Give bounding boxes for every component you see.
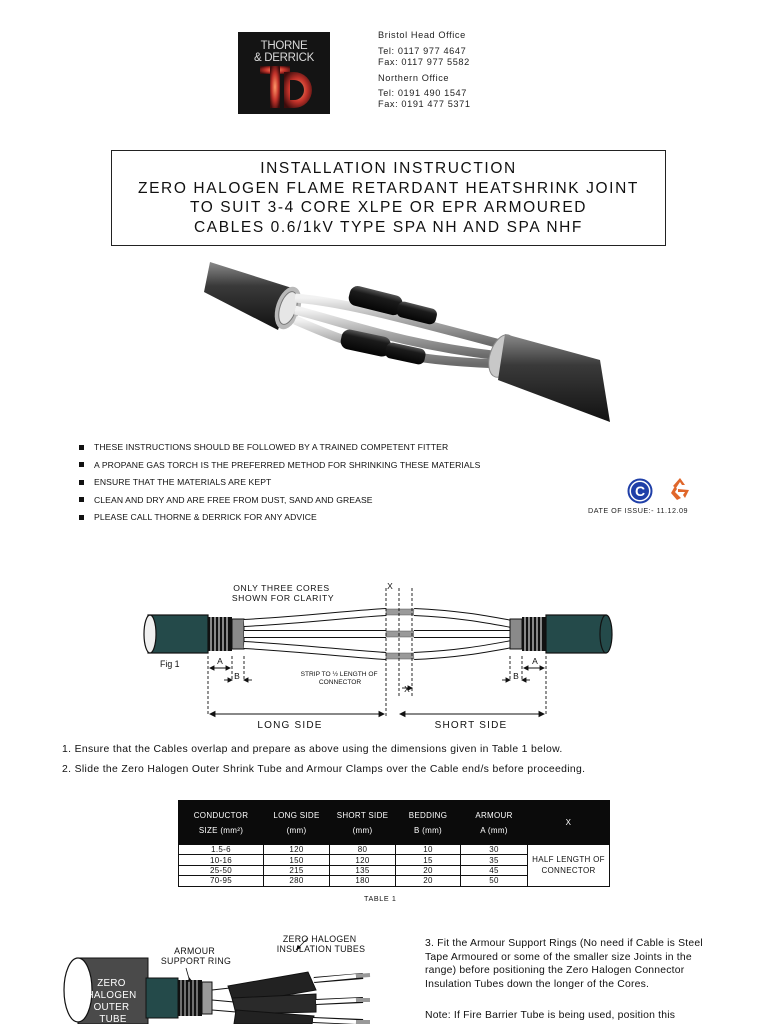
- header-bedding: BEDDING B (mm): [396, 801, 461, 845]
- bullet-text: CLEAN AND DRY AND ARE FREE FROM DUST, SAND AND GREASE: [94, 494, 373, 505]
- bullet-square-icon: [79, 480, 84, 485]
- northern-fax: Fax: 0191 477 5371: [378, 99, 471, 109]
- fig1-long-side-label: LONG SIDE: [257, 720, 323, 731]
- table-cell: 45: [461, 865, 528, 875]
- bullet-square-icon: [79, 515, 84, 520]
- table-cell: 120: [330, 855, 396, 865]
- table-cell: 20: [396, 876, 461, 886]
- table-cell: 35: [461, 855, 528, 865]
- company-logo: [238, 32, 330, 114]
- fig1-a-label-left: A: [217, 656, 223, 666]
- table-cell: 20: [396, 865, 461, 875]
- header-armour: ARMOUR A (mm): [461, 801, 528, 845]
- bullet-item: [78, 475, 578, 493]
- step-1-text: 1. Ensure that the Cables overlap and prepare as above using the dimensions given in Table 1 below.: [62, 744, 563, 755]
- logo-text-line2: & DERRICK: [254, 52, 314, 64]
- table-cell: 10-16: [179, 855, 264, 865]
- bullet-square-icon: [79, 497, 84, 502]
- fig1-b-label-left: B: [234, 671, 240, 681]
- fig2-insulation-tubes-diagram: [58, 930, 398, 1024]
- bristol-office-label: Bristol Head Office: [378, 30, 466, 40]
- recycle-icon: [667, 476, 693, 502]
- copyright-icon: [627, 478, 653, 504]
- table-cell: 180: [330, 876, 396, 886]
- table-1-dimensions: [178, 800, 610, 887]
- bullet-item: [78, 493, 578, 511]
- header-x: X: [528, 801, 610, 845]
- fig1-x-label-bottom: X: [404, 684, 410, 694]
- title-line-3: TO SUIT 3-4 CORE XLPE OR EPR ARMOURED: [189, 199, 588, 216]
- title-line-2: ZERO HALOGEN FLAME RETARDANT HEATSHRINK JOINT: [138, 179, 639, 197]
- fig1-label: Fig 1: [160, 659, 180, 669]
- header-long-side: LONG SIDE (mm): [264, 801, 330, 845]
- fig2-armour-ring-label: ARMOUR SUPPORT RING: [160, 946, 232, 966]
- fig1-b-label-right: B: [513, 671, 519, 681]
- table-cell: 1.5-6: [179, 845, 264, 855]
- table-row: [179, 845, 610, 855]
- northern-office-label: Northern Office: [378, 73, 450, 83]
- title-box: [111, 150, 666, 246]
- table-cell: 215: [264, 865, 330, 875]
- fig2-outer-tube-label: ZERO HALOGEN OUTER TUBE: [86, 978, 137, 1024]
- header-short-side: SHORT SIDE (mm): [330, 801, 396, 845]
- fig1-cable-preparation-diagram: [140, 576, 620, 736]
- table-cell: 70-95: [179, 876, 264, 886]
- step-3-note: Note: If Fire Barrier Tube is being used, position this: [425, 1010, 676, 1021]
- fig1-strip-note: STRIP TO ½ LENGTH OF CONNECTOR: [300, 671, 378, 686]
- fig1-short-side-label: SHORT SIDE: [434, 720, 508, 731]
- step-3-text: 3. Fit the Armour Support Rings (No need if Cable is Steel Tape Armoured or some of the smaller size Joints in the range) before positioning the Zero Halogen Connector Insulation Tubes down the longer of the Cores.: [425, 938, 703, 990]
- table-cell: 15: [396, 855, 461, 865]
- bullet-square-icon: [79, 445, 84, 450]
- table-cell: 150: [264, 855, 330, 865]
- fig2-insulation-tubes-label: ZERO HALOGEN INSULATION TUBES: [276, 934, 366, 954]
- logo-monogram: [254, 64, 316, 110]
- bullet-item: [78, 510, 578, 528]
- step-2-text: 2. Slide the Zero Halogen Outer Shrink Tube and Armour Clamps over the Cable end/s before proceeding.: [62, 764, 586, 775]
- bullet-text: PLEASE CALL THORNE & DERRICK FOR ANY ADVICE: [94, 512, 317, 522]
- bullet-text: A PROPANE GAS TORCH IS THE PREFERRED METHOD FOR SHRINKING THESE MATERIALS: [94, 459, 481, 470]
- svg-text:C: C: [634, 483, 646, 499]
- table-cell: 10: [396, 845, 461, 855]
- table-1-caption: TABLE 1: [364, 894, 397, 903]
- instruction-bullets: [78, 440, 578, 528]
- northern-tel: Tel: 0191 490 1547: [378, 88, 467, 98]
- title-line-4: CABLES 0.6/1kV TYPE SPA NH AND SPA NHF: [193, 218, 583, 236]
- title-line-1: INSTALLATION INSTRUCTION: [260, 160, 517, 177]
- bullet-text: THESE INSTRUCTIONS SHOULD BE FOLLOWED BY A TRAINED COMPETENT FITTER: [94, 442, 449, 452]
- table-cell: 30: [461, 845, 528, 855]
- bristol-fax: Fax: 0117 977 5582: [378, 57, 470, 67]
- fig1-x-label-top: X: [387, 581, 393, 591]
- bullet-square-icon: [79, 462, 84, 467]
- bristol-tel: Tel: 0117 977 4647: [378, 46, 467, 56]
- bullet-item: [78, 440, 578, 458]
- table-cell: 120: [264, 845, 330, 855]
- joint-product-illustration: [200, 252, 615, 424]
- table-cell: 25-50: [179, 865, 264, 875]
- logo-text-line1: THORNE: [260, 40, 308, 52]
- bullet-item: [78, 458, 578, 476]
- table-cell: 280: [264, 876, 330, 886]
- date-of-issue: DATE OF ISSUE:- 11.12.09: [588, 506, 689, 515]
- table-cell-x-value: HALF LENGTH OF CONNECTOR: [528, 845, 610, 887]
- bullet-text: ENSURE THAT THE MATERIALS ARE KEPT: [94, 477, 272, 487]
- table-cell: 135: [330, 865, 396, 875]
- table-cell: 50: [461, 876, 528, 886]
- header-conductor: CONDUCTOR SIZE (mm²): [179, 801, 264, 845]
- fig1-a-label-right: A: [532, 656, 538, 666]
- table-cell: 80: [330, 845, 396, 855]
- table-header-row: [179, 801, 610, 845]
- fig1-note: ONLY THREE CORES SHOWN FOR CLARITY: [231, 583, 335, 603]
